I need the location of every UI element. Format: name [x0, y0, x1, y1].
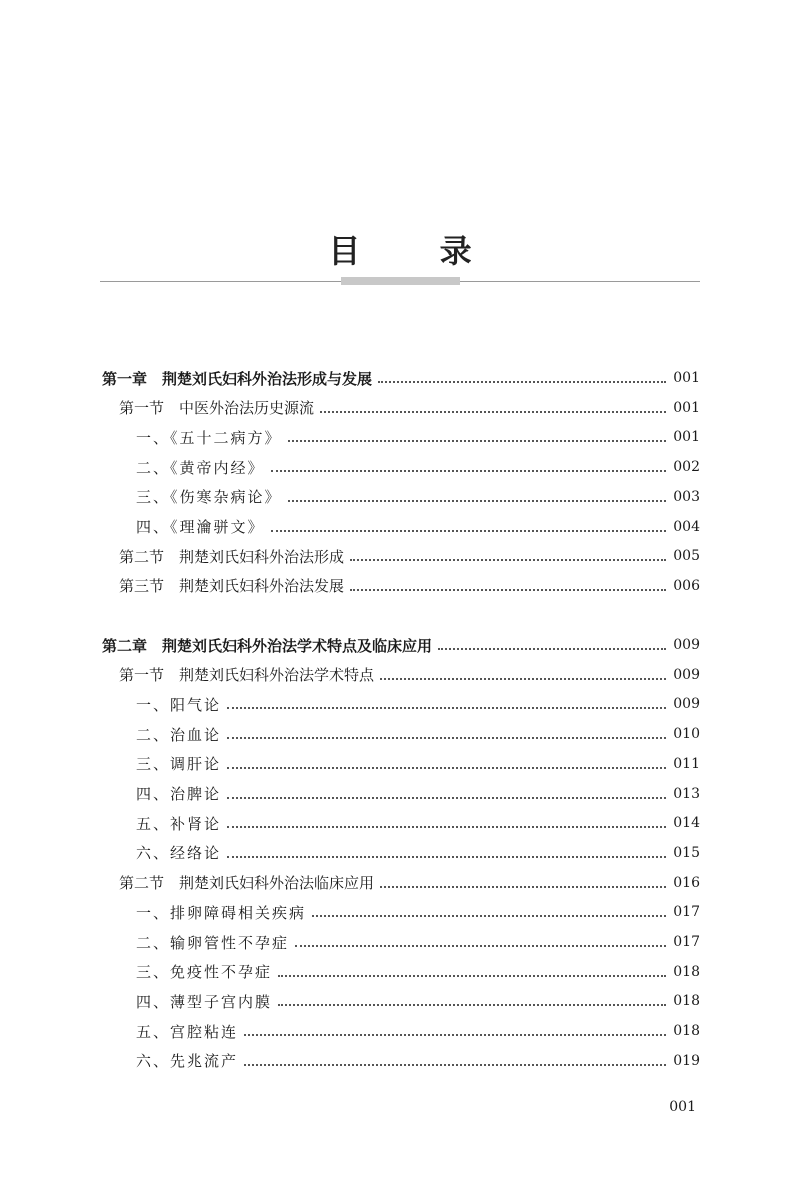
toc-page-number: 002: [673, 459, 700, 476]
toc-item-label: 五、补肾论: [136, 814, 222, 833]
toc-page-number: 017: [673, 934, 700, 950]
toc-item-row[interactable]: [136, 960, 700, 984]
toc-page-number: 019: [673, 1052, 700, 1069]
toc-page-number: 014: [673, 815, 700, 832]
toc-item-label: 二、《黄帝内经》: [136, 458, 265, 477]
toc-page-number: 015: [673, 844, 700, 861]
toc-item-row[interactable]: [136, 811, 700, 835]
toc-chapter-label: 第二章 荆楚刘氏妇科外治法学术特点及临床应用: [102, 636, 433, 655]
dot-leader: [350, 559, 666, 561]
toc-page-number: 018: [673, 963, 700, 980]
toc-section-row[interactable]: [119, 574, 700, 598]
toc-section-row[interactable]: [119, 396, 700, 420]
toc-page-number: 010: [673, 726, 700, 743]
toc-page-number: 001: [673, 399, 700, 416]
toc-chapter-row[interactable]: [102, 366, 700, 390]
toc-chapter-row[interactable]: [102, 633, 700, 657]
toc-item-label: 三、调肝论: [136, 755, 222, 774]
toc-item-label: 二、输卵管性不孕症: [136, 933, 290, 952]
toc-item-row[interactable]: [136, 989, 700, 1013]
title-rule-accent: [341, 277, 460, 285]
toc-item-label: 三、免疫性不孕症: [136, 963, 273, 982]
toc-item-label: 四、薄型子宫内膜: [136, 992, 273, 1011]
toc-page-number: 018: [673, 1023, 700, 1040]
toc-item-row[interactable]: [136, 930, 700, 954]
dot-leader: [320, 411, 666, 413]
toc-item-label: 五、宫腔粘连: [136, 1022, 239, 1041]
toc-page-number: 005: [673, 548, 700, 565]
toc-page-number: 013: [673, 785, 700, 802]
toc-section-label: 第一节 中医外治法历史源流: [119, 399, 315, 418]
toc-section-row[interactable]: [119, 871, 700, 895]
dot-leader: [271, 470, 666, 472]
dot-leader: [227, 797, 666, 799]
toc-item-label: 六、先兆流产: [136, 1052, 239, 1071]
toc-section-label: 第三节 荆楚刘氏妇科外治法发展: [119, 577, 345, 596]
dot-leader: [278, 1004, 666, 1006]
toc-section-label: 第二节 荆楚刘氏妇科外治法形成: [119, 547, 345, 566]
toc-item-row[interactable]: [136, 1019, 700, 1043]
toc-page-number: 001: [673, 370, 700, 386]
toc-item-label: 四、治脾论: [136, 785, 222, 803]
dot-leader: [380, 886, 666, 888]
dot-leader: [271, 530, 666, 532]
dot-leader: [227, 707, 666, 709]
toc-page-number: 017: [673, 904, 700, 921]
toc-item-row[interactable]: [136, 425, 700, 449]
toc-item-label: 三、《伤寒杂病论》: [136, 488, 282, 507]
toc-section-label: 第一节 荆楚刘氏妇科外治法学术特点: [119, 666, 375, 685]
toc-item-row[interactable]: [136, 900, 700, 924]
dot-leader: [295, 945, 666, 947]
dot-leader: [227, 767, 666, 769]
toc-item-row[interactable]: [136, 692, 700, 716]
dot-leader: [380, 678, 666, 680]
toc-page-number: 004: [673, 518, 700, 535]
toc-page-number: 003: [673, 488, 700, 505]
toc-item-label: 二、治血论: [136, 725, 222, 744]
toc-item-row[interactable]: [136, 485, 700, 509]
toc-title: 目 录: [328, 232, 506, 270]
dot-leader: [227, 737, 666, 739]
toc-item-row[interactable]: [136, 722, 700, 746]
toc-item-label: 一、排卵障碍相关疾病: [136, 903, 307, 922]
dot-leader: [227, 856, 666, 858]
dot-leader: [438, 648, 666, 650]
dot-leader: [312, 915, 666, 917]
toc-page-number: 009: [673, 696, 700, 713]
toc-item-label: 六、经络论: [136, 844, 222, 863]
toc-page-number: 016: [673, 874, 700, 891]
toc-item-row[interactable]: [136, 841, 700, 865]
dot-leader: [244, 1034, 666, 1036]
toc-item-row[interactable]: [136, 515, 700, 539]
toc-section-row[interactable]: [119, 544, 700, 568]
toc-item-label: 一、阳气论: [136, 695, 222, 714]
toc-section-row[interactable]: [119, 663, 700, 687]
toc-item-row[interactable]: [136, 782, 700, 806]
toc-item-row[interactable]: [136, 1049, 700, 1073]
toc-page-number: 009: [673, 666, 700, 683]
page-number: 001: [669, 1099, 696, 1115]
dot-leader: [350, 589, 666, 591]
toc-page-number: 018: [673, 993, 700, 1010]
toc-page-number: 006: [673, 577, 700, 594]
toc-item-row[interactable]: [136, 455, 700, 479]
toc-page-number: 009: [673, 637, 700, 653]
dot-leader: [244, 1064, 666, 1066]
dot-leader: [278, 975, 666, 977]
toc-item-label: 一、《五十二病方》: [136, 428, 282, 447]
toc-item-row[interactable]: [136, 752, 700, 776]
toc-item-label: 四、《理瀹骈文》: [136, 518, 265, 536]
dot-leader: [288, 500, 666, 502]
toc-page-number: 001: [673, 429, 700, 446]
toc-section-label: 第二节 荆楚刘氏妇科外治法临床应用: [119, 874, 375, 893]
dot-leader: [378, 381, 666, 383]
toc-page-number: 011: [673, 755, 700, 772]
dot-leader: [227, 826, 666, 828]
toc-chapter-label: 第一章 荆楚刘氏妇科外治法形成与发展: [102, 369, 373, 388]
dot-leader: [288, 440, 666, 442]
